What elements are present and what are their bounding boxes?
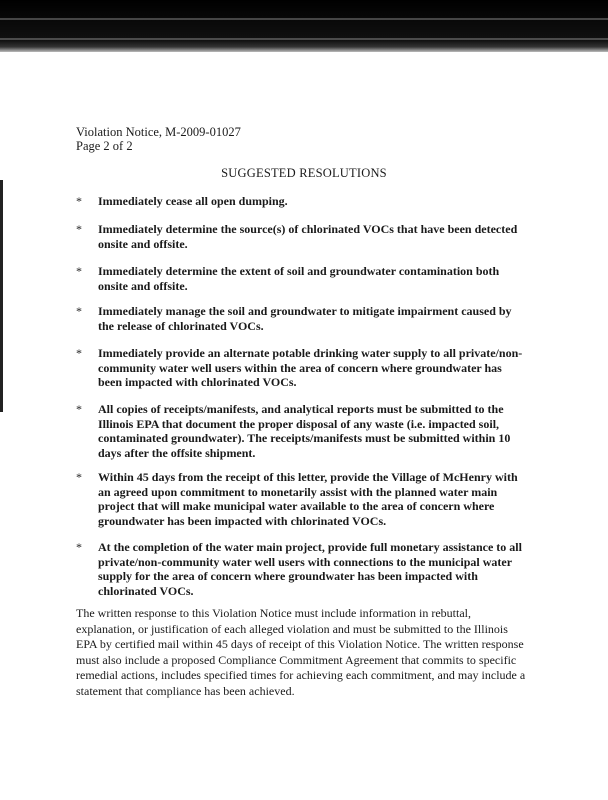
bullet-mark: * xyxy=(76,194,82,208)
item-text: Immediately determine the extent of soil and groundwater contamination both onsite and offsite. xyxy=(98,264,500,293)
item-text: Immediately manage the soil and groundwater to mitigate impairment caused by the release of chlorinated VOCs. xyxy=(98,304,512,333)
scan-noise-line xyxy=(0,38,608,40)
bullet-mark: * xyxy=(76,540,82,554)
scan-noise-line xyxy=(0,18,608,20)
scan-edge-mark xyxy=(0,180,3,412)
item-text: Within 45 days from the receipt of this letter, provide the Village of McHenry with an agreed upon commitment to monetarily assist with the planned water main project that will make municipal water available to the area of concern where groundwater has been impacted with chlorinated VOCs. xyxy=(98,470,518,528)
section-title: SUGGESTED RESOLUTIONS xyxy=(221,166,387,180)
page-number: Page 2 of 2 xyxy=(76,139,133,153)
item-text: Immediately provide an alternate potable drinking water supply to all private/non-community water well users within the area of concern where groundwater has been impacted with chlorinated VOCs. xyxy=(98,346,523,389)
scan-header-bar xyxy=(0,0,608,52)
document-header xyxy=(76,125,241,153)
closing-paragraph: The written response to this Violation Notice must include information in rebuttal, explanation, or justification of each alleged violation and must be submitted to the Illinois EPA by certified mail within 45 days of receipt of this Violation Notice. The written response must also include a proposed Compliance Commitment Agreement that commits to specific remedial actions, includes specified times for achieving each commitment, and may include a statement that compliance has been achieved. xyxy=(76,606,526,698)
item-text: At the completion of the water main project, provide full monetary assistance to all private/non-community water well users with connections to the municipal water supply for the area of concern where groundwater has been impacted with chlorinated VOCs. xyxy=(98,540,522,598)
bullet-mark: * xyxy=(76,470,82,484)
item-text: Immediately cease all open dumping. xyxy=(98,194,288,208)
bullet-mark: * xyxy=(76,264,82,278)
bullet-mark: * xyxy=(76,222,82,236)
item-text: Immediately determine the source(s) of chlorinated VOCs that have been detected onsite and offsite. xyxy=(98,222,518,251)
bullet-mark: * xyxy=(76,346,82,360)
bullet-mark: * xyxy=(76,402,82,416)
item-text: All copies of receipts/manifests, and analytical reports must be submitted to the Illinois EPA that document the proper disposal of any waste (i.e. impacted soil, contaminated groundwater). The receipts/manifests must be submitted within 10 days after the offsite shipment. xyxy=(98,402,511,460)
bullet-mark: * xyxy=(76,304,82,318)
notice-id: Violation Notice, M-2009-01027 xyxy=(76,125,241,139)
